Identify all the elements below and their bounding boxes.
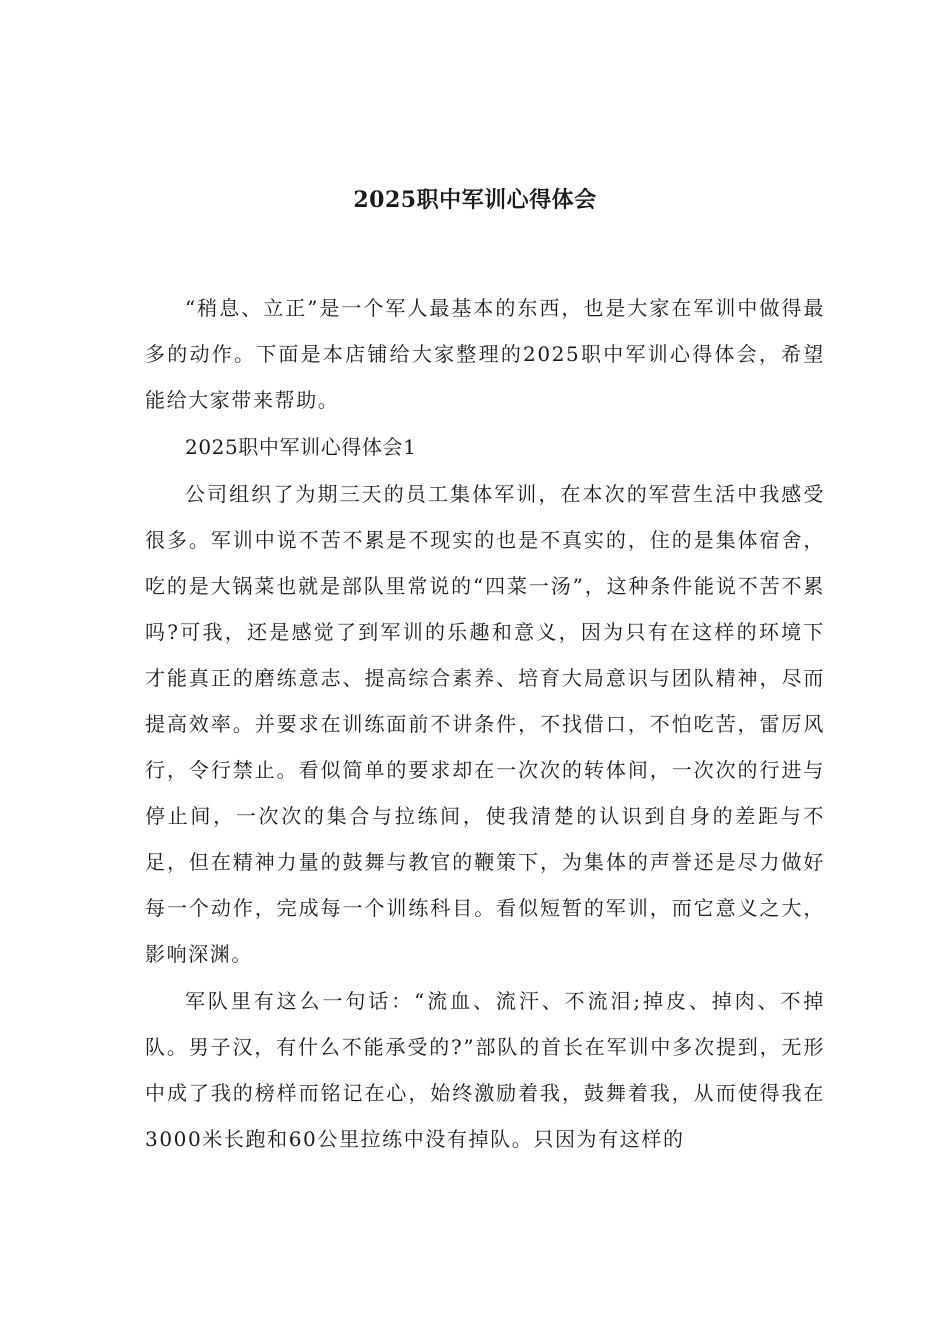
document-body [145,285,825,1163]
intro-paragraph: “稍息、立正”是一个军人最基本的东西，也是大家在军训中做得最多的动作。下面是本店铺给大家整理的2025职中军训心得体会，希望能给大家带来帮助。 [145,296,825,412]
section-heading: 2025职中军训心得体会1 [185,435,417,459]
document-title: 2025职中军训心得体会 [353,187,597,213]
body-paragraph: 军队里有这么一句话：“流血、流汗、不流泪;掉皮、掉肉、不掉队。男子汉，有什么不能承受的?”部队的首长在军训中多次提到，无形中成了我的榜样而铭记在心，始终激励着我，鼓舞着我，从而使得我在3000米长跑和60公里拉练中没有掉队。只因为有这样的 [145,989,825,1151]
body-paragraph: 公司组织了为期三天的员工集体军训，在本次的军营生活中我感受很多。军训中说不苦不累是不现实的也是不真实的，住的是集体宿舍，吃的是大锅菜也就是部队里常说的“四菜一汤”，这种条件能说不苦不累吗?可我，还是感觉了到军训的乐趣和意义，因为只有在这样的环境下才能真正的磨练意志、提高综合素养、培育大局意识与团队精神，尽而提高效率。并要求在训练面前不讲条件，不找借口，不怕吃苦，雷厉风行，令行禁止。看似简单的要求却在一次次的转体间，一次次的行进与停止间，一次次的集合与拉练间，使我清楚的认识到自身的差距与不足，但在精神力量的鼓舞与教官的鞭策下，为集体的声誉还是尽力做好每一个动作，完成每一个训练科目。看似短暂的军训，而它意义之大，影响深渊。 [145,482,825,966]
